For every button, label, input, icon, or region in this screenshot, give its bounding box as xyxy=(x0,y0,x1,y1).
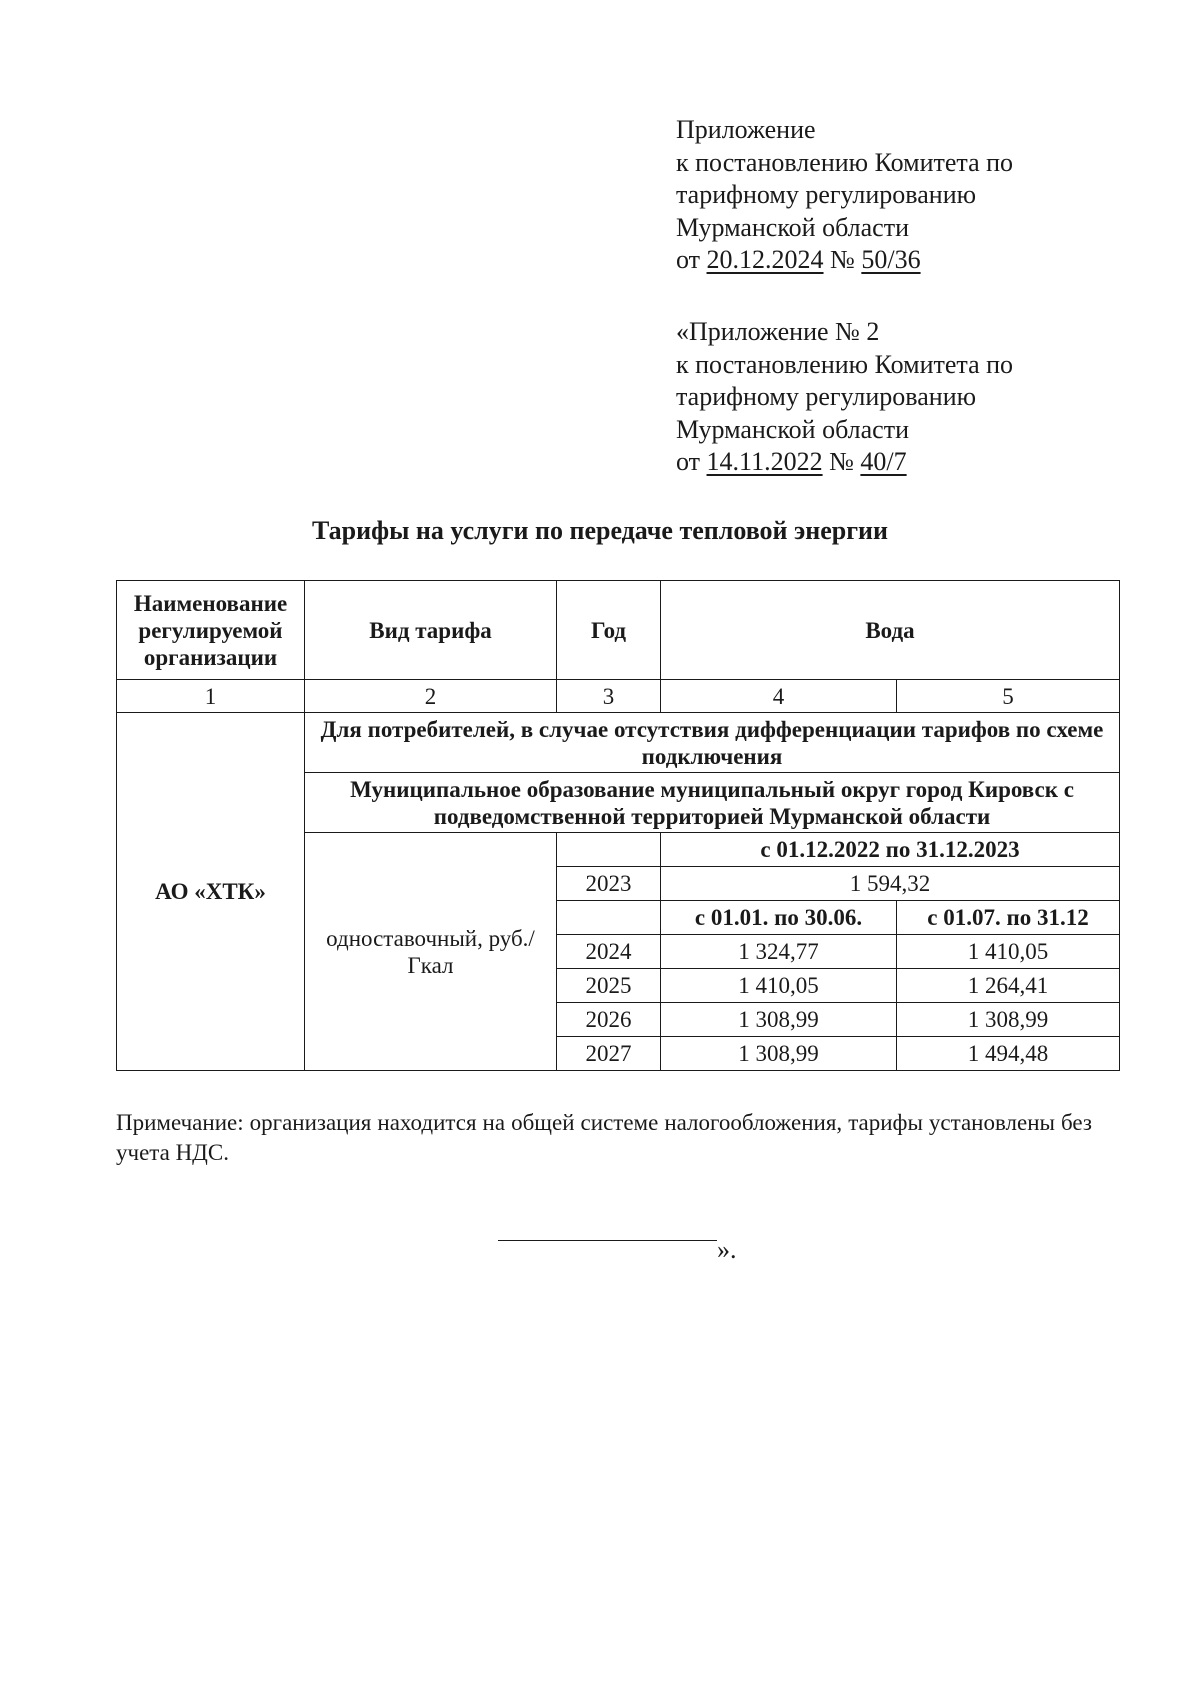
tariff-table xyxy=(116,580,1120,1071)
number-prefix: № xyxy=(823,245,862,274)
tariff-value: 1 324,77 xyxy=(661,935,897,969)
organization-name: АО «ХТК» xyxy=(117,713,305,1071)
attachment-date-line xyxy=(676,244,1013,277)
attachment-line: Приложение xyxy=(676,115,816,144)
consumer-group: Для потребителей, в случае отсутствия дифференциации тарифов по схеме подключения xyxy=(305,713,1120,773)
tariff-value: 1 264,41 xyxy=(897,969,1120,1003)
resolution-date: 14.11.2022 xyxy=(706,447,823,476)
attachment-date-line xyxy=(676,446,1013,479)
attachment-line: к постановлению Комитета по xyxy=(676,349,1014,379)
attachment-line: Мурманской области xyxy=(676,414,909,444)
period-second-half: с 01.07. по 31.12 xyxy=(897,901,1120,935)
column-number: 1 xyxy=(117,680,305,713)
header-tariff-type: Вид тарифа xyxy=(305,581,557,680)
attachment-line: к постановлению Комитета по xyxy=(676,147,1014,177)
resolution-date: 20.12.2024 xyxy=(706,245,824,274)
year-cell xyxy=(557,901,661,935)
date-prefix: от xyxy=(676,245,707,274)
column-number: 3 xyxy=(557,680,661,713)
tariff-value: 1 308,99 xyxy=(897,1003,1120,1037)
resolution-number: 50/36 xyxy=(861,245,921,274)
closing-quote: ». xyxy=(717,1235,737,1264)
table-row xyxy=(117,713,1120,773)
signature-line xyxy=(498,1240,717,1241)
attachment-line: тарифному регулированию xyxy=(676,180,977,209)
table-header-row xyxy=(117,581,1120,680)
tariff-value: 1 308,99 xyxy=(661,1037,897,1071)
note: Примечание: организация находится на общей системе налогообложения, тарифы установлены без учета НДС. xyxy=(116,1110,1092,1165)
date-prefix: от xyxy=(676,447,707,476)
tariff-value: 1 410,05 xyxy=(897,935,1120,969)
column-number: 4 xyxy=(661,680,897,713)
year-cell: 2023 xyxy=(557,867,661,901)
tariff-value: 1 594,32 xyxy=(661,867,1120,901)
year-cell: 2026 xyxy=(557,1003,661,1037)
column-number: 5 xyxy=(897,680,1120,713)
year-cell xyxy=(557,833,661,867)
attachment-header xyxy=(676,114,1013,277)
attachment-line: Мурманской области xyxy=(676,212,909,242)
tariff-type-value: одноставочный, руб./Гкал xyxy=(305,833,557,1071)
header-organization: Наименование регулируемой организации xyxy=(117,581,305,680)
column-number-row xyxy=(117,680,1120,713)
year-cell: 2024 xyxy=(557,935,661,969)
attachment-line: «Приложение № 2 xyxy=(676,317,880,346)
attachment-line: тарифному регулированию xyxy=(676,382,977,411)
document-title: Тарифы на услуги по передаче тепловой энергии xyxy=(311,516,889,545)
header-year: Год xyxy=(557,581,661,680)
municipality: Муниципальное образование муниципальный округ город Кировск с подведомственной территорией Мурманской области xyxy=(305,773,1120,833)
column-number: 2 xyxy=(305,680,557,713)
header-water: Вода xyxy=(661,581,1120,680)
tariff-value: 1 494,48 xyxy=(897,1037,1120,1071)
year-cell: 2027 xyxy=(557,1037,661,1071)
number-prefix: № xyxy=(822,447,861,476)
resolution-number: 40/7 xyxy=(860,447,907,476)
year-cell: 2025 xyxy=(557,969,661,1003)
period-first-half: с 01.01. по 30.06. xyxy=(661,901,897,935)
period-2023: с 01.12.2022 по 31.12.2023 xyxy=(661,833,1120,867)
attachment-2-header xyxy=(676,316,1013,479)
tariff-value: 1 308,99 xyxy=(661,1003,897,1037)
tariff-value: 1 410,05 xyxy=(661,969,897,1003)
